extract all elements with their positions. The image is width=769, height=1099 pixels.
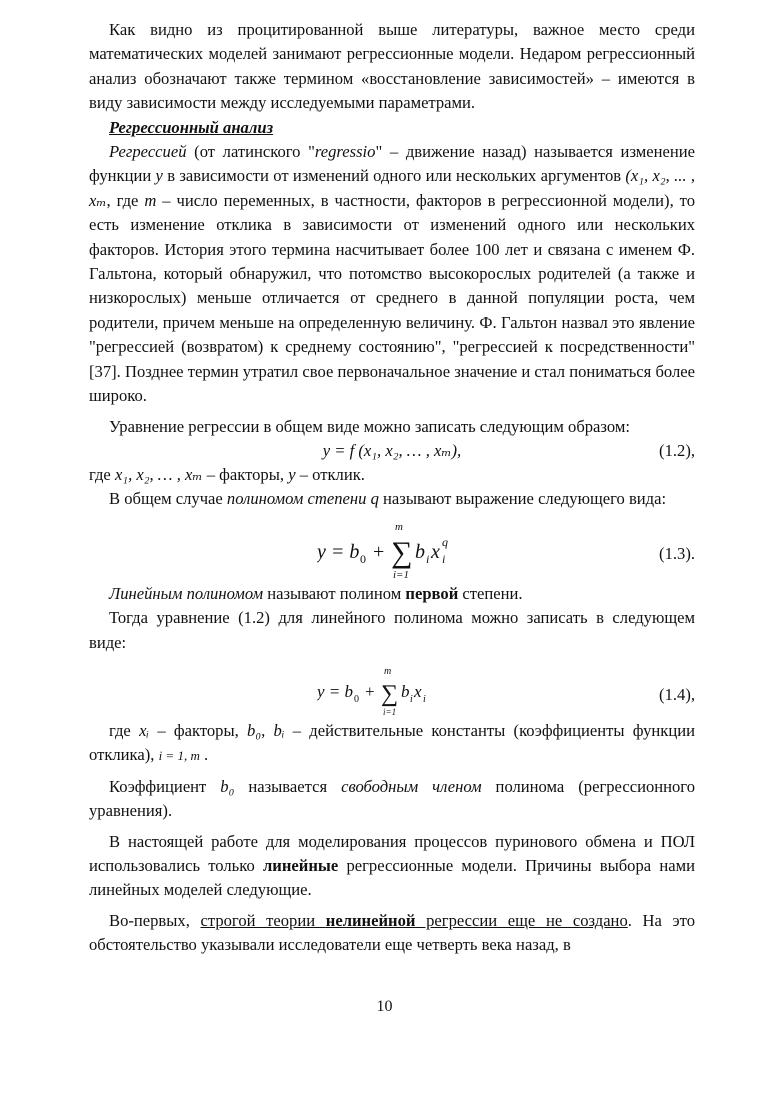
equation-1-2-formula: y = f (x₁, x₂, … , xₘ), bbox=[322, 440, 462, 460]
eq13-term-sub: i bbox=[426, 551, 430, 566]
paragraph-intro: Как видно из процитированной выше литературы, важное место среди математических моделей занимают регрессионные модели. Недаром регрессионный анализ обозначают также термином «восстановление зависимостей» – имеются в виду зависимости между исследуемыми параметрами. bbox=[89, 20, 695, 113]
paragraph-polynomial bbox=[89, 487, 695, 511]
underlined-bold-nonlinear: нелинейной bbox=[325, 910, 416, 930]
eq13-var: x bbox=[431, 540, 440, 563]
text: – действительные константы (коэффициенты функции отклика), bbox=[89, 720, 695, 765]
text: – число переменных, в частности, факторов в регрессионной модели), то есть изменение отклика в зависимости от изменений одного или нескольких факторов. История этого термина насчитывает более 100 лет и связана с именем Ф. Гальтона, который обнаружил, что потомство высокорослых родителей (а также и низкорослых) меньше отличается от среднего в данной популяции роста, чем родители, причем меньше на определенную величину. Ф. Гальтон назвал это явление "регрессией (возвратом) к среднему состоянию", "регрессией к посредственности" [37]. Позднее термин утратил свое первоначальное значение и стал пониматься более широко. bbox=[89, 190, 695, 406]
text: где bbox=[89, 464, 115, 484]
term-regression: Регрессией bbox=[109, 142, 187, 162]
eq13-sum-top: m bbox=[395, 520, 403, 533]
equation-1-4-formula bbox=[317, 663, 517, 719]
paragraph-linear-polynomial bbox=[89, 582, 695, 606]
eq14-lhs-sub: 0 bbox=[354, 693, 359, 705]
text: – факторы, bbox=[149, 720, 248, 740]
text: , где bbox=[106, 190, 145, 210]
eq14-term: b bbox=[401, 681, 410, 701]
underlined-text: регрессии еще не создано bbox=[415, 910, 628, 930]
equation-1-3 bbox=[89, 518, 695, 582]
text: " – движение назад) называется изменение функции bbox=[89, 142, 695, 186]
eq13-sum-bottom: i=1 bbox=[393, 568, 409, 581]
document-page bbox=[89, 18, 695, 958]
var-xi: xᵢ bbox=[139, 720, 150, 740]
equation-1-2-number: (1.2), bbox=[659, 440, 695, 460]
bold-first: первой bbox=[405, 583, 459, 603]
paragraph-first-reason bbox=[89, 909, 695, 958]
paragraph-constants bbox=[89, 719, 695, 769]
term-free-member: свободным членом bbox=[341, 776, 482, 796]
paragraph-factors bbox=[89, 463, 695, 487]
eq13-sigma: ∑ bbox=[391, 535, 413, 569]
term-polynomial-degree-q: полиномом степени q bbox=[226, 489, 379, 509]
var-y: y bbox=[288, 464, 296, 484]
eq13-lhs: y = b bbox=[317, 540, 360, 563]
text: в зависимости от изменений одного или нескольких аргументов bbox=[162, 166, 626, 186]
paragraph-free-term bbox=[89, 775, 695, 824]
eq14-sum-bottom: i=1 bbox=[383, 706, 397, 717]
eq14-var: x bbox=[414, 681, 422, 701]
eq14-var-sub: i bbox=[423, 693, 426, 705]
eq13-plus: + bbox=[373, 540, 385, 563]
var-b0: b₀ bbox=[220, 776, 235, 796]
eq13-var-sup: q bbox=[442, 534, 448, 549]
bold-linear: линейные bbox=[262, 855, 339, 875]
var-y: y bbox=[155, 166, 163, 186]
equation-1-3-formula bbox=[317, 518, 517, 582]
equation-1-3-number: (1.3). bbox=[659, 543, 695, 563]
paragraph-equation-intro: Уравнение регрессии в общем виде можно записать следующим образом: bbox=[109, 416, 630, 436]
text: называется bbox=[234, 776, 342, 796]
vars-list: x₁, x₂, … , xₘ bbox=[114, 464, 203, 484]
text: . bbox=[199, 745, 209, 765]
text: (от латинского " bbox=[186, 142, 315, 162]
eq13-var-sub: i bbox=[442, 551, 446, 566]
term-linear-polynomial: Линейным полиномом bbox=[109, 583, 264, 603]
paragraph-linear-models bbox=[89, 830, 695, 903]
equation-1-2 bbox=[89, 439, 695, 463]
eq14-term-sub: i bbox=[410, 693, 413, 705]
text: регрессионные модели. Причины выбора нами линейных моделей следующие. bbox=[89, 855, 695, 900]
eq13-lhs-sub: 0 bbox=[360, 551, 366, 566]
underlined-text: строгой теории bbox=[200, 910, 326, 930]
section-heading: Регрессионный анализ bbox=[109, 117, 274, 137]
text: В настоящей работе для моделирования процессов пуринового обмена и ПОЛ использовались только bbox=[89, 831, 695, 875]
text: называют выражение следующего вида: bbox=[378, 489, 667, 509]
text: – отклик. bbox=[295, 464, 365, 484]
text: степени. bbox=[458, 583, 523, 603]
paragraph-regression-definition bbox=[89, 140, 695, 408]
text: В общем случае bbox=[109, 489, 227, 509]
eq14-sigma: ∑ bbox=[381, 680, 399, 707]
latin-word: regressio bbox=[314, 142, 376, 162]
text: Во-первых, bbox=[109, 910, 201, 930]
eq14-plus: + bbox=[365, 681, 375, 701]
text: . На это обстоятельство указывали исследователи еще четверть века назад, в bbox=[89, 910, 695, 955]
text: называют полином bbox=[263, 583, 406, 603]
index-range: i = 1, m bbox=[158, 748, 200, 764]
var-b0-bi: b₀, bᵢ bbox=[247, 720, 285, 740]
text: где bbox=[109, 720, 140, 740]
eq14-lhs: y = b bbox=[317, 681, 354, 701]
eq13-term: b bbox=[415, 540, 425, 563]
equation-1-4-number: (1.4), bbox=[659, 684, 695, 704]
paragraph-linear-form: Тогда уравнение (1.2) для линейного полинома можно записать в следующем виде: bbox=[89, 608, 695, 652]
page-number: 10 bbox=[376, 998, 393, 1015]
args-list: (x₁, x₂, ... , xₘ bbox=[89, 166, 695, 210]
text: Коэффициент bbox=[109, 776, 221, 796]
equation-1-4 bbox=[89, 663, 695, 719]
var-m: m bbox=[144, 190, 157, 210]
text: – факторы, bbox=[202, 464, 289, 484]
eq14-sum-top: m bbox=[384, 665, 392, 677]
text: полинома (регрессионного уравнения). bbox=[89, 776, 695, 821]
